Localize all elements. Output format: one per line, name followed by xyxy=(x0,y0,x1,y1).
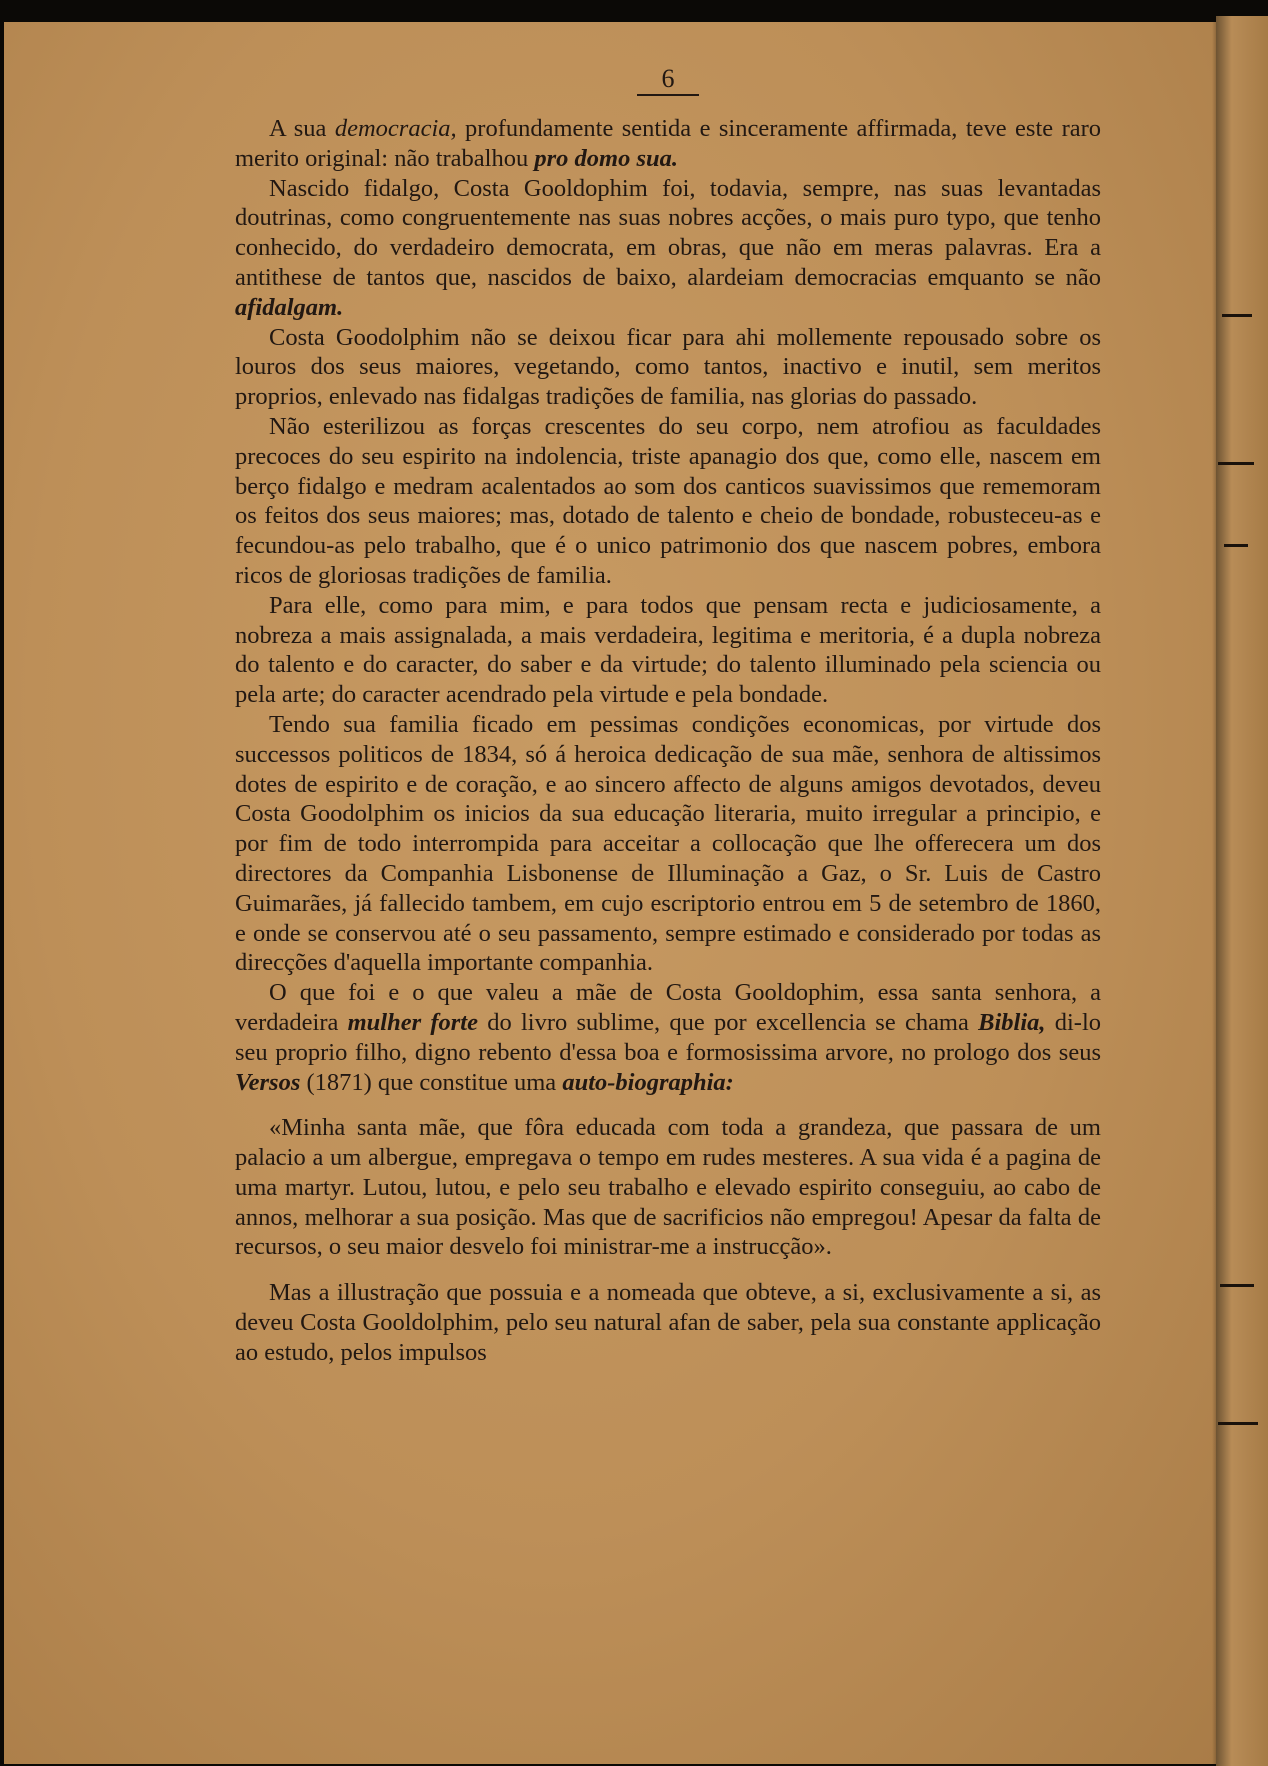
text-run: profundamente sentida e sinceramente affirmada, teve este raro merito original: não trabalhou xyxy=(235,115,1102,172)
emphasis-text: democracia, xyxy=(334,115,457,142)
emphasis-text: afidalgam. xyxy=(235,293,344,321)
book-page xyxy=(4,22,1216,1764)
emphasis-text: Biblia, xyxy=(978,1008,1046,1036)
next-page-edge xyxy=(1216,16,1268,1766)
paragraph-7 xyxy=(235,978,1101,1097)
paragraph-3 xyxy=(235,323,1101,412)
paragraph-5 xyxy=(235,591,1101,710)
paragraph-9 xyxy=(235,1278,1101,1367)
paragraph-4 xyxy=(235,412,1101,591)
text-run: Mas a illustração que possuia e a nomeada que obteve, a si, exclusivamente a si, as deveu Costa Gooldolphim, pelo seu natural afan de saber, pela sua constante applicação ao estudo, pelos impulsos xyxy=(235,1279,1101,1366)
paragraph-2 xyxy=(235,174,1101,323)
text-run: Tendo sua familia ficado em pessimas condições economicas, por virtude dos successos politicos de 1834, só á heroica dedicação de sua mãe, senhora de altissimos dotes de espirito e de coração, e ao sincero affecto de alguns amigos devotados, deveu Costa Goodolphim os inicios da sua educação literaria, muito irregular a principio, e por fim de todo interrompida para acceitar a collocação que lhe offerecera um dos directores da Companhia Lisbonense de Illuminação a Gaz, o Sr. Luis de Castro Guimarães, já fallecido tambem, em cujo escriptorio entrou em 5 de setembro de 1860, e onde se conservou até o seu passamento, sempre estimado e considerado por todas as direcções d'aquella importante companhia. xyxy=(235,710,1101,977)
text-run: A sua xyxy=(269,115,335,142)
emphasis-text: auto-biographia: xyxy=(562,1068,734,1096)
emphasis-text: mulher forte xyxy=(347,1008,478,1036)
text-run: Para elle, como para mim, e para todos que pensam recta e judiciosamente, a nobreza a mais assignalada, a mais verdadeira, legitima e meritoria, é a dupla nobreza do talento e do caracter, do saber e da virtude; do talento illuminado pela sciencia ou pela arte; do caracter acendrado pela virtude e pela bondade. xyxy=(235,591,1101,709)
text-run: (1871) que constitue uma xyxy=(300,1068,563,1096)
text-run: «Minha santa mãe, que fôra educada com toda a grandeza, que passara de um palacio a um albergue, empregava o tempo em rudes mesteres. A sua vida é a pagina de uma martyr. Lutou, lutou, e pelo seu trabalho e elevado espirito conseguiu, ao cabo de annos, melhorar a sua posição. Mas que de sacrificios não empregou! Apesar da falta de recursos, o seu maior desvelo foi ministrar-me a instrucção». xyxy=(235,1114,1101,1261)
emphasis-text: Versos xyxy=(235,1068,301,1096)
page-edge-mark xyxy=(1222,314,1252,317)
text-run: Nascido fidalgo, Costa Gooldophim foi, todavia, sempre, nas suas levantadas doutrinas, como congruentemente nas suas nobres acções, o mais puro typo, que tenho conhecido, do verdadeiro democrata, em obras, que não em meras palavras. Era a antithese de tantos que, nascidos de baixo, alardeiam democracias emquanto se não xyxy=(235,174,1101,291)
page-edge-mark xyxy=(1218,462,1254,465)
page-text xyxy=(235,62,1101,1368)
page-edge-mark xyxy=(1224,544,1248,547)
text-run: Não esterilizou as forças crescentes do seu corpo, nem atrofiou as faculdades precoces do seu espirito na indolencia, triste apanagio dos que, como elle, nascem em berço fidalgo e medram acalentados ao som dos canticos suavissimos que rememoram os feitos dos seus maiores; mas, dotado de talento e cheio de bondade, robusteceu-as e fecundou-as pelo trabalho, que é o unico patrimonio dos que nascem pobres, embora ricos de gloriosas tradições de familia. xyxy=(235,412,1101,589)
emphasis-text: pro domo sua. xyxy=(534,144,678,172)
text-run: O que foi e o que valeu a mãe de Costa Gooldophim, essa santa senhora, a verdadeira xyxy=(235,979,1101,1036)
page-edge-mark xyxy=(1218,1422,1258,1425)
page-number-rule xyxy=(637,94,699,96)
paragraph-1 xyxy=(235,114,1101,174)
text-run: Costa Goodolphim não se deixou ficar para ahi mollemente repousado sobre os louros dos seus maiores, vegetando, como tantos, inactivo e inutil, sem meritos proprios, enlevado nas fidalgas tradições de familia, nas glorias do passado. xyxy=(235,323,1101,411)
text-run: di-lo seu proprio filho, digno rebento d'essa boa e formosissima arvore, no prologo dos seus xyxy=(235,1008,1102,1066)
page-number: 6 xyxy=(661,64,675,93)
page-edge-mark xyxy=(1220,1284,1254,1287)
paragraph-6 xyxy=(235,710,1101,978)
quotation-paragraph xyxy=(235,1113,1101,1262)
text-run: do livro sublime, que por excellencia se chama xyxy=(478,1008,979,1036)
